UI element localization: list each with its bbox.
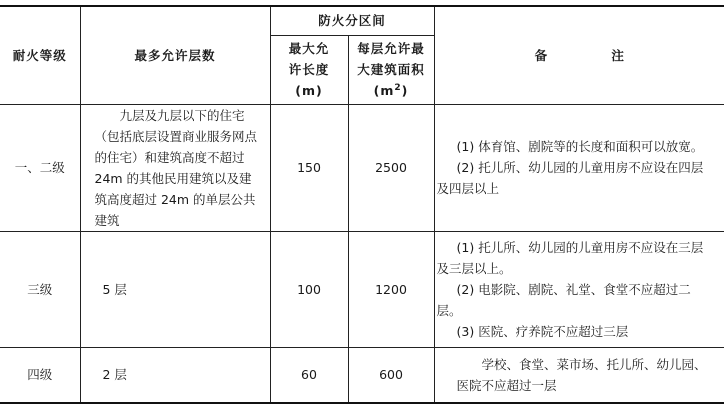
note-line: (1) 体育馆、剧院等的长度和面积可以放宽。	[456, 139, 704, 154]
cell-length: 60	[270, 347, 348, 403]
cell-area: 2500	[348, 104, 434, 231]
header-max-area-line-1: 每层允许最	[357, 41, 425, 56]
cell-notes	[434, 231, 724, 347]
header-max-area-unit-close: )	[401, 83, 409, 98]
note-line: (2) 托儿所、幼儿园的儿童用房不应设在四层及四层以上	[436, 160, 704, 196]
note-line: (2) 电影院、剧院、礼堂、食堂不应超过二层。	[436, 281, 691, 318]
note-line: (1) 托儿所、幼儿园的儿童用房不应设在三层及三层以上。	[436, 239, 704, 276]
cell-length: 100	[270, 231, 348, 347]
header-max-length	[270, 35, 348, 104]
header-max-area-unit	[349, 80, 434, 101]
header-max-length-line-2: 许长度	[288, 62, 330, 77]
note-line: (3) 医院、疗养院不应超过三层	[456, 323, 629, 339]
cell-floors: 2 层	[80, 347, 270, 403]
cell-area: 1200	[348, 231, 434, 347]
header-max-floors: 最多允许层数	[80, 6, 270, 104]
cell-floors: 九层及九层以下的住宅（包括底层设置商业服务网点的住宅）和建筑高度不超过 24m 的其他民用建筑以及建筑高度超过 24m 的单层公共建筑	[80, 104, 270, 231]
note-line: 学校、食堂、菜市场、托儿所、幼儿园、医院不应超过一层	[456, 356, 707, 393]
header-row-1	[0, 6, 724, 35]
fire-rating-table	[0, 5, 724, 404]
cell-grade: 一、二级	[0, 104, 80, 231]
table-row	[0, 347, 724, 403]
header-max-area-unit-open: (m	[373, 83, 395, 98]
header-remarks	[434, 6, 724, 104]
header-fire-compartment: 防火分区间	[270, 6, 434, 35]
cell-floors: 5 层	[80, 231, 270, 347]
header-max-area	[348, 35, 434, 104]
table-row	[0, 104, 724, 231]
cell-grade: 四级	[0, 347, 80, 403]
cell-grade: 三级	[0, 231, 80, 347]
cell-length: 150	[270, 104, 348, 231]
header-remarks-text: 备 注	[534, 47, 654, 63]
cell-notes	[434, 104, 724, 231]
cell-notes	[434, 347, 724, 403]
header-max-length-unit: (m)	[295, 83, 323, 98]
header-max-length-line-1: 最大允	[288, 41, 330, 56]
table-row	[0, 231, 724, 347]
header-max-area-line-2: 大建筑面积	[357, 62, 425, 77]
header-max-area-unit-sup: 2	[394, 82, 402, 93]
cell-area: 600	[348, 347, 434, 403]
header-grade: 耐火等级	[0, 6, 80, 104]
